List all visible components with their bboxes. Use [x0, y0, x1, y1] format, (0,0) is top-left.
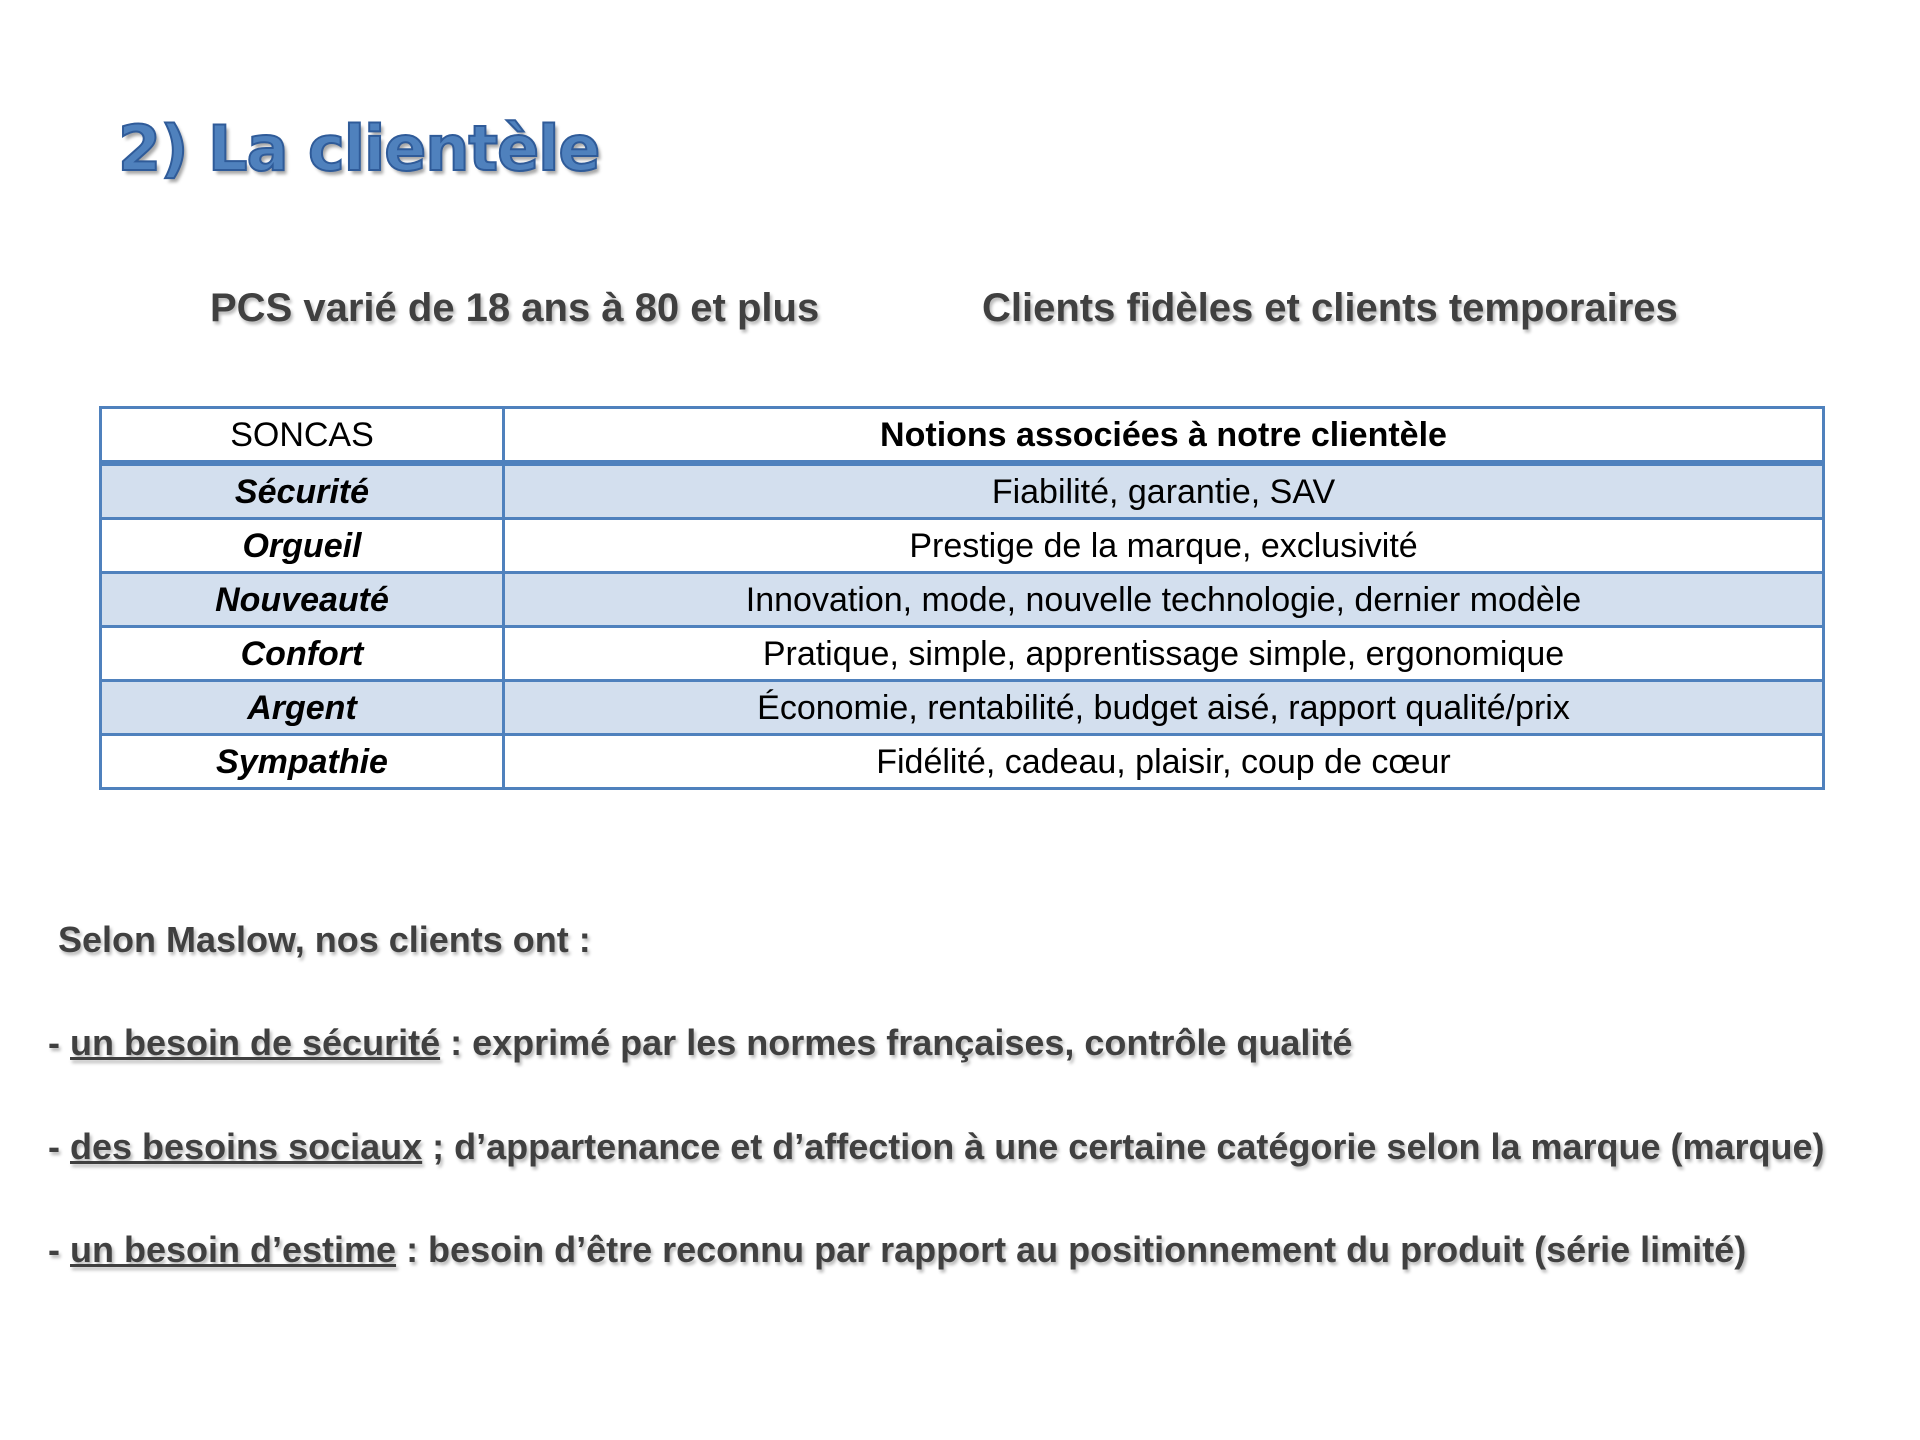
need-detail: : exprimé par les normes françaises, contrôle qualité: [440, 1022, 1353, 1063]
soncas-table: [99, 406, 1825, 790]
table-row: [101, 681, 1824, 735]
subtitle-client-types: Clients fidèles et clients temporaires: [982, 286, 1678, 330]
criterion-cell: Argent: [101, 681, 504, 735]
criterion-cell: Confort: [101, 627, 504, 681]
table-row: [101, 573, 1824, 627]
notions-cell: Innovation, mode, nouvelle technologie, dernier modèle: [504, 573, 1824, 627]
maslow-intro: Selon Maslow, nos clients ont :: [58, 919, 591, 960]
table-body: [101, 463, 1824, 789]
table-row: [101, 463, 1824, 519]
need-prefix: -: [48, 1126, 70, 1167]
table-row: [101, 627, 1824, 681]
need-prefix: -: [48, 1022, 70, 1063]
header-soncas: SONCAS: [101, 408, 504, 464]
criterion-cell: Nouveauté: [101, 573, 504, 627]
notions-cell: Fiabilité, garantie, SAV: [504, 463, 1824, 519]
criterion-cell: Orgueil: [101, 519, 504, 573]
need-prefix: -: [48, 1229, 70, 1270]
table-header-row: [101, 408, 1824, 464]
slide-title: 2) La clientèle: [118, 112, 600, 185]
notions-cell: Économie, rentabilité, budget aisé, rapport qualité/prix: [504, 681, 1824, 735]
need-name: un besoin de sécurité: [70, 1022, 441, 1063]
need-detail: : besoin d’être reconnu par rapport au positionnement du produit (série limité): [396, 1229, 1747, 1270]
need-item-security: [48, 1021, 1352, 1065]
notions-cell: Fidélité, cadeau, plaisir, coup de cœur: [504, 735, 1824, 789]
subtitle-age-range: PCS varié de 18 ans à 80 et plus: [210, 286, 820, 330]
table-row: [101, 735, 1824, 789]
need-item-esteem: [48, 1228, 1746, 1272]
table-row: [101, 519, 1824, 573]
need-name: un besoin d’estime: [70, 1229, 397, 1270]
notions-cell: Prestige de la marque, exclusivité: [504, 519, 1824, 573]
need-name: des besoins sociaux: [70, 1126, 423, 1167]
table-header: [101, 408, 1824, 464]
need-item-social: [48, 1125, 1825, 1169]
need-detail: ; d’appartenance et d’affection à une certaine catégorie selon la marque (marque): [422, 1126, 1825, 1167]
notions-cell: Pratique, simple, apprentissage simple, ergonomique: [504, 627, 1824, 681]
header-notions: Notions associées à notre clientèle: [504, 408, 1824, 464]
criterion-cell: Sécurité: [101, 463, 504, 519]
criterion-cell: Sympathie: [101, 735, 504, 789]
